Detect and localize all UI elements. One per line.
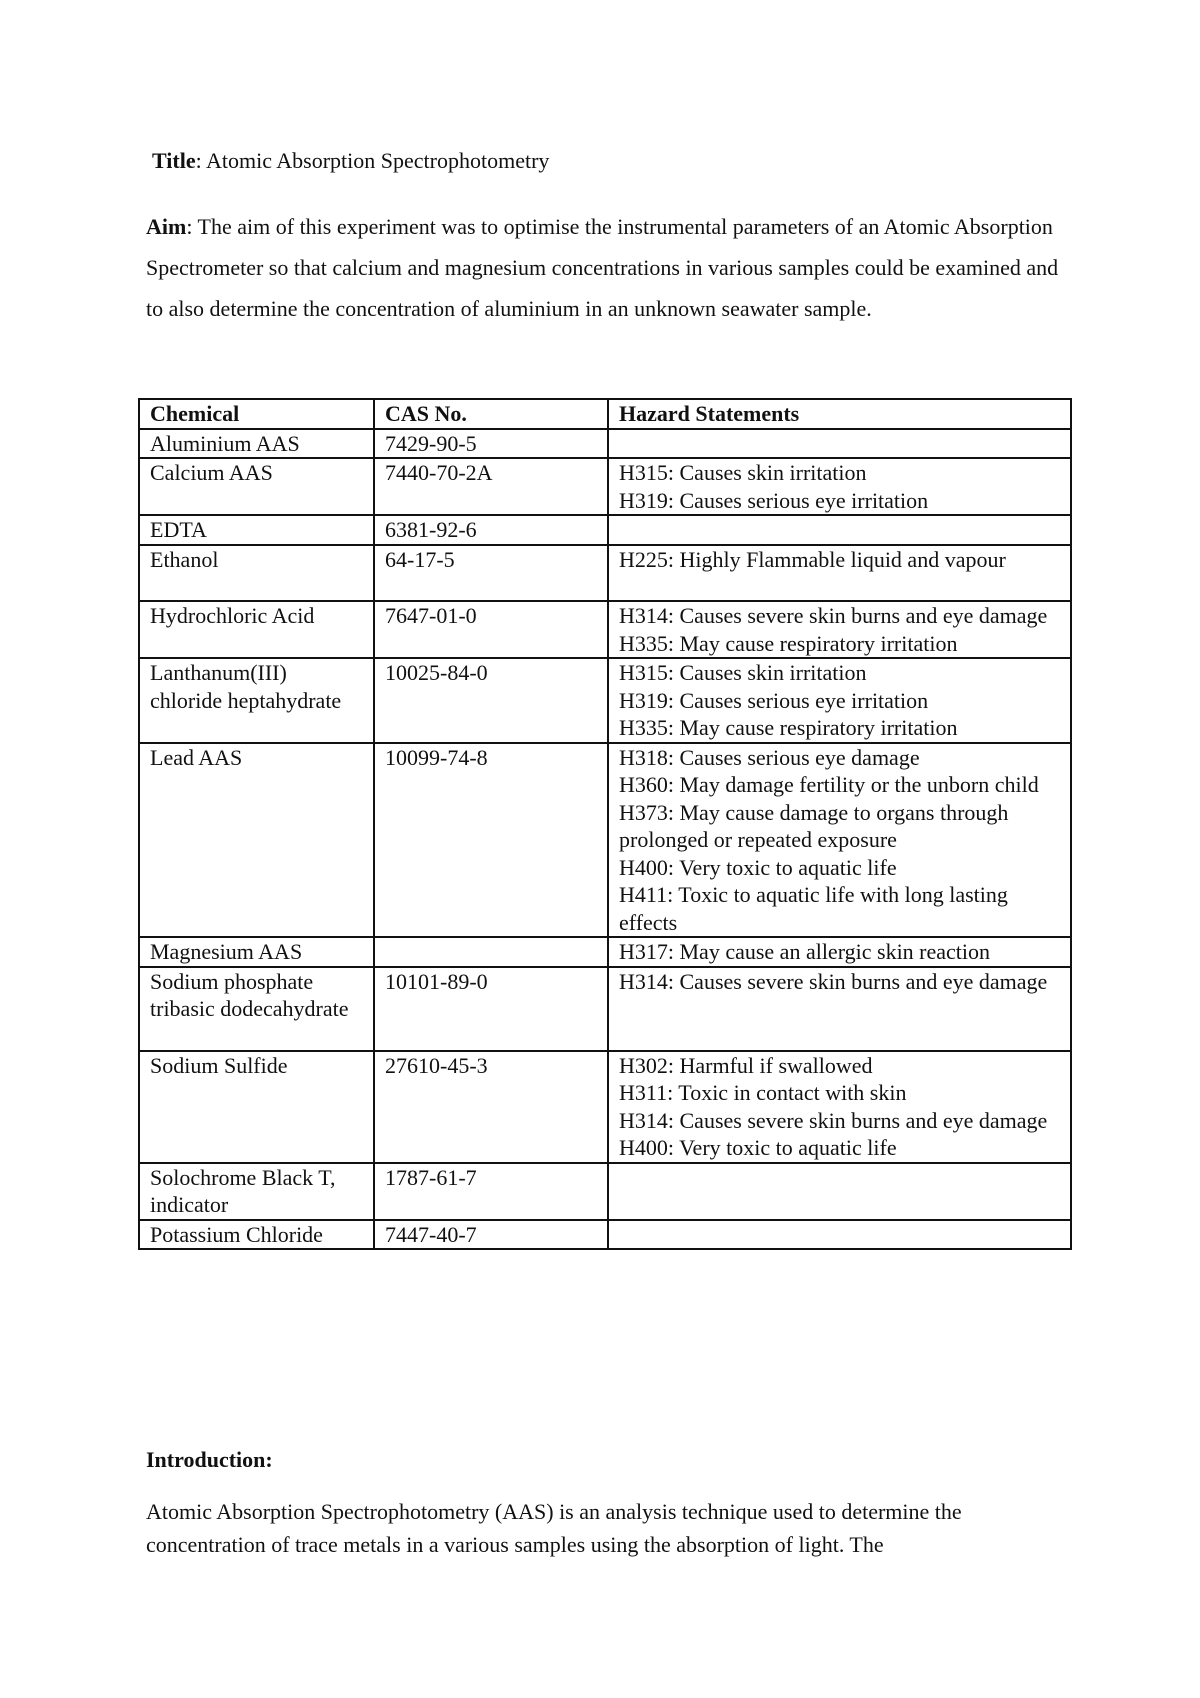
aim-paragraph xyxy=(146,206,1066,329)
aim-text: The aim of this experiment was to optimise the instrumental parameters of an Atomic Absorption Spectrometer so that calcium and magnesium concentrations in various samples could be examined and to also determine the concentration of aluminium in an unknown seawater sample. xyxy=(146,214,1059,321)
aim-separator: : xyxy=(186,214,193,239)
cas-number-cell: 10099-74-8 xyxy=(374,743,608,938)
header-chemical: Chemical xyxy=(139,399,374,429)
header-cas-no: CAS No. xyxy=(374,399,608,429)
cas-number-cell: 64-17-5 xyxy=(374,545,608,602)
cas-number-cell: 7440-70-2A xyxy=(374,458,608,515)
hazard-statement: H311: Toxic in contact with skin xyxy=(619,1080,907,1105)
chemical-name-cell: EDTA xyxy=(139,515,374,545)
table-row xyxy=(139,1163,1071,1220)
hazard-statements-cell xyxy=(608,515,1071,545)
chemical-name-cell: Calcium AAS xyxy=(139,458,374,515)
hazard-statement: H315: Causes skin irritation xyxy=(619,660,867,685)
table-row xyxy=(139,545,1071,602)
cas-number-cell: 6381-92-6 xyxy=(374,515,608,545)
introduction-paragraph: Atomic Absorption Spectrophotometry (AAS) is an analysis technique used to determine the concentration of trace metals in a various samples using the absorption of light. The xyxy=(146,1499,962,1557)
table-row xyxy=(139,429,1071,459)
table-row xyxy=(139,458,1071,515)
table-row xyxy=(139,1220,1071,1250)
hazard-statements-cell xyxy=(608,545,1071,602)
hazard-statement: H314: Causes severe skin burns and eye damage xyxy=(619,1107,1048,1133)
document-title xyxy=(152,144,549,178)
chemical-name-cell: Lead AAS xyxy=(139,743,374,938)
hazard-statement: H400: Very toxic to aquatic life xyxy=(619,1135,897,1160)
hazard-statements-cell xyxy=(608,1051,1071,1163)
hazard-statements-cell xyxy=(608,601,1071,658)
chemical-name-cell: Sodium phosphate tribasic dodecahydrate xyxy=(139,967,374,1051)
hazard-statement: H335: May cause respiratory irritation xyxy=(619,715,958,740)
chemical-name-cell: Sodium Sulfide xyxy=(139,1051,374,1163)
header-hazard-statements: Hazard Statements xyxy=(608,399,1071,429)
hazard-statement: H314: Causes severe skin burns and eye damage xyxy=(619,603,1048,628)
hazard-statement: H317: May cause an allergic skin reaction xyxy=(619,939,991,964)
table-row xyxy=(139,658,1071,743)
hazard-statements-cell xyxy=(608,1163,1071,1220)
cas-number-cell: 10025-84-0 xyxy=(374,658,608,743)
hazard-statement: H319: Causes serious eye irritation xyxy=(619,487,929,513)
chemical-name-cell: Potassium Chloride xyxy=(139,1220,374,1250)
cas-number-cell: 7429-90-5 xyxy=(374,429,608,459)
hazard-statements-cell xyxy=(608,743,1071,938)
cas-number-cell: 10101-89-0 xyxy=(374,967,608,1051)
cas-number-cell: 7647-01-0 xyxy=(374,601,608,658)
title-text: Atomic Absorption Spectrophotometry xyxy=(201,148,550,173)
hazard-statements-cell xyxy=(608,1220,1071,1250)
hazard-statements-cell xyxy=(608,658,1071,743)
hazard-statement: H318: Causes serious eye damage xyxy=(619,744,920,770)
hazard-statement: H315: Causes skin irritation xyxy=(619,460,867,485)
table-body xyxy=(139,429,1071,1250)
table-row xyxy=(139,1051,1071,1163)
hazard-statement: H225: Highly Flammable liquid and vapour xyxy=(619,546,1006,572)
hazard-statement: H314: Causes severe skin burns and eye damage xyxy=(619,968,1048,994)
hazard-statements-cell xyxy=(608,937,1071,967)
title-separator: : xyxy=(195,148,202,173)
hazard-statement: H400: Very toxic to aquatic life xyxy=(619,854,897,880)
cas-number-cell: 7447-40-7 xyxy=(374,1220,608,1250)
title-label: Title xyxy=(152,148,196,173)
chemical-name-cell: Hydrochloric Acid xyxy=(139,601,374,658)
hazard-statement: H302: Harmful if swallowed xyxy=(619,1052,873,1078)
aim-label: Aim xyxy=(146,214,187,239)
table-header-row xyxy=(139,399,1071,429)
table-row xyxy=(139,937,1071,967)
hazard-statement: H373: May cause damage to organs through prolonged or repeated exposure xyxy=(619,799,1009,852)
chemical-name-cell: Lanthanum(III) chloride heptahydrate xyxy=(139,658,374,743)
hazard-statement: H319: Causes serious eye irritation xyxy=(619,687,929,713)
chemical-name-cell: Ethanol xyxy=(139,545,374,602)
chemical-name-cell: Aluminium AAS xyxy=(139,429,374,459)
hazard-statement: H411: Toxic to aquatic life with long lasting effects xyxy=(619,882,1008,935)
hazard-statements-cell xyxy=(608,429,1071,459)
hazard-statement: H360: May damage fertility or the unborn child xyxy=(619,772,1039,797)
cas-number-cell: 1787-61-7 xyxy=(374,1163,608,1220)
table-row xyxy=(139,601,1071,658)
chemical-name-cell: Solochrome Black T, indicator xyxy=(139,1163,374,1220)
hazard-statements-cell xyxy=(608,967,1071,1051)
table-row xyxy=(139,743,1071,938)
chemical-hazard-table xyxy=(138,398,1072,1250)
chemical-name-cell: Magnesium AAS xyxy=(139,937,374,967)
table-row xyxy=(139,967,1071,1051)
table-row xyxy=(139,515,1071,545)
hazard-statement: H335: May cause respiratory irritation xyxy=(619,630,958,656)
cas-number-cell: 27610-45-3 xyxy=(374,1051,608,1163)
cas-number-cell xyxy=(374,937,608,967)
introduction-heading: Introduction: xyxy=(146,1447,273,1472)
hazard-statements-cell xyxy=(608,458,1071,515)
